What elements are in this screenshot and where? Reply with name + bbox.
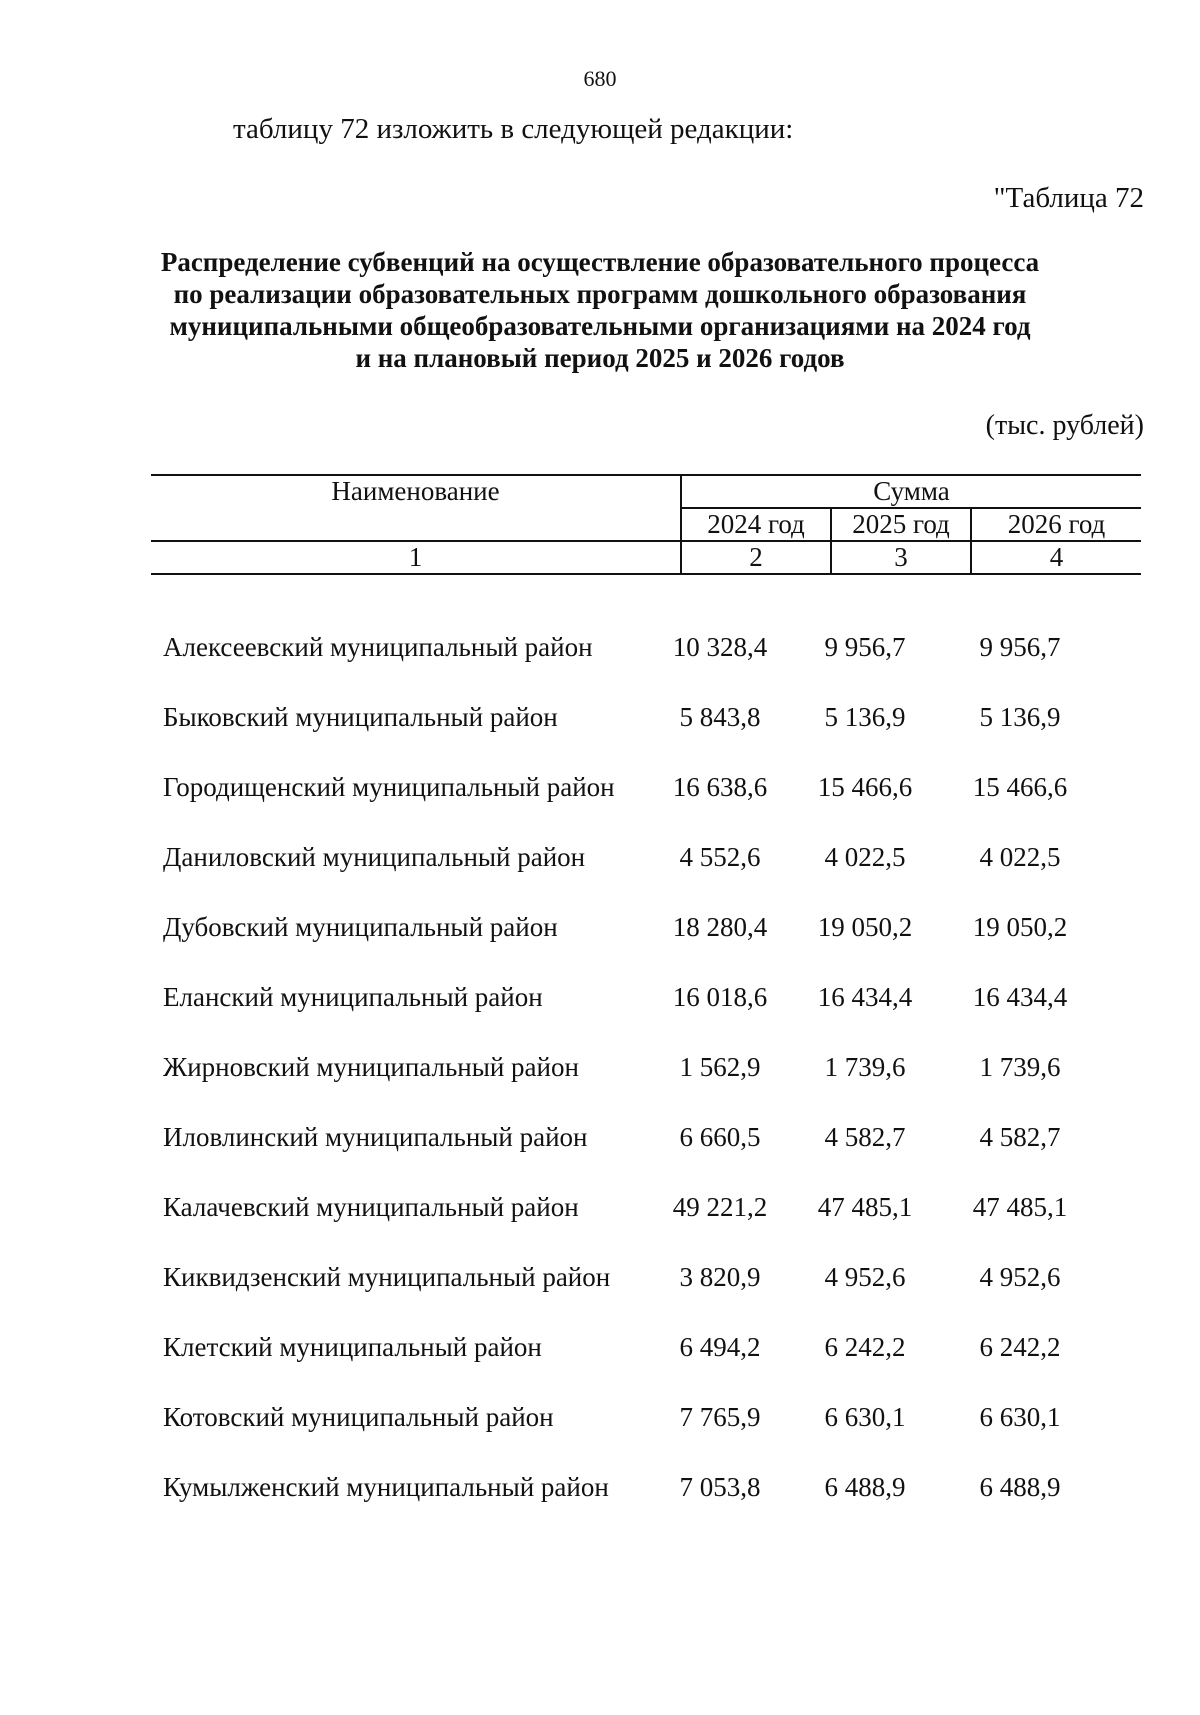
row-name: Котовский муниципальный район: [163, 1401, 554, 1432]
row-value-2025: 6 242,2: [824, 1331, 906, 1362]
row-name: Быковский муниципальный район: [163, 701, 558, 732]
row-value-2024: 49 221,2: [672, 1191, 768, 1222]
table-row: [151, 1032, 1141, 1102]
row-name: Даниловский муниципальный район: [163, 841, 586, 872]
table-header: [151, 474, 1141, 575]
table-body: [151, 612, 1141, 1522]
row-name: Иловлинский муниципальный район: [163, 1121, 588, 1152]
row-value-2025: 6 488,9: [824, 1471, 906, 1502]
row-value-2024: 18 280,4: [672, 911, 768, 942]
row-value-2026: 6 630,1: [979, 1401, 1061, 1432]
title-line: и на плановый период 2025 и 2026 годов: [355, 343, 845, 373]
row-value-2025: 15 466,6: [817, 771, 913, 802]
table-row: [151, 612, 1141, 682]
table-row: [151, 822, 1141, 892]
row-value-2024: 5 843,8: [679, 701, 761, 732]
row-value-2026: 4 952,6: [979, 1261, 1061, 1292]
header-name: Наименование: [151, 475, 681, 541]
row-value-2026: 1 739,6: [979, 1051, 1061, 1082]
row-value-2025: 5 136,9: [824, 701, 906, 732]
table-row: [151, 1102, 1141, 1172]
row-value-2026: 15 466,6: [972, 771, 1068, 802]
table-row: [151, 962, 1141, 1032]
page-number: 680: [583, 66, 617, 91]
table-title: [100, 246, 1100, 374]
title-line: муниципальными общеобразовательными организациями на 2024 год: [169, 311, 1031, 341]
row-value-2026: 4 022,5: [979, 841, 1061, 872]
units-label: (тыс. рублей): [985, 410, 1144, 441]
row-value-2025: 1 739,6: [824, 1051, 906, 1082]
col-number-2: 2: [681, 541, 831, 574]
table-row: [151, 1172, 1141, 1242]
row-value-2026: 6 488,9: [979, 1471, 1061, 1502]
row-name: Клетский муниципальный район: [163, 1331, 542, 1362]
table-row: [151, 1382, 1141, 1452]
row-name: Алексеевский муниципальный район: [163, 631, 593, 662]
row-value-2024: 10 328,4: [672, 631, 768, 662]
header-year-2025: 2025 год: [831, 508, 971, 541]
row-value-2024: 6 494,2: [679, 1331, 761, 1362]
table-row: [151, 1452, 1141, 1522]
header-year-2026: 2026 год: [971, 508, 1141, 541]
col-number-1: 1: [151, 541, 681, 574]
table-row: [151, 752, 1141, 822]
intro-text: таблицу 72 изложить в следующей редакции:: [233, 113, 794, 145]
header-sum: Сумма: [681, 475, 1141, 508]
table-row: [151, 1242, 1141, 1312]
row-value-2026: 9 956,7: [979, 631, 1061, 662]
title-line: по реализации образовательных программ дошкольного образования: [173, 279, 1027, 309]
table-row: [151, 682, 1141, 752]
row-name: Жирновский муниципальный район: [163, 1051, 579, 1082]
row-value-2026: 19 050,2: [972, 911, 1068, 942]
col-number-3: 3: [831, 541, 971, 574]
row-name: Киквидзенский муниципальный район: [163, 1261, 611, 1292]
row-value-2024: 4 552,6: [679, 841, 761, 872]
row-name: Калачевский муниципальный район: [163, 1191, 579, 1222]
row-value-2024: 3 820,9: [679, 1261, 761, 1292]
row-value-2026: 4 582,7: [979, 1121, 1061, 1152]
row-value-2025: 47 485,1: [817, 1191, 913, 1222]
row-value-2025: 4 022,5: [824, 841, 906, 872]
row-value-2025: 16 434,4: [817, 981, 913, 1012]
row-value-2024: 7 053,8: [679, 1471, 761, 1502]
row-value-2025: 9 956,7: [824, 631, 906, 662]
col-number-4: 4: [971, 541, 1141, 574]
row-value-2025: 4 582,7: [824, 1121, 906, 1152]
row-name: Городищенский муниципальный район: [163, 771, 615, 802]
table-row: [151, 892, 1141, 962]
row-value-2024: 16 018,6: [672, 981, 768, 1012]
row-value-2025: 4 952,6: [824, 1261, 906, 1292]
row-value-2025: 6 630,1: [824, 1401, 906, 1432]
row-value-2026: 47 485,1: [972, 1191, 1068, 1222]
title-line: Распределение субвенций на осуществление образовательного процесса: [160, 247, 1040, 277]
header-year-2024: 2024 год: [681, 508, 831, 541]
table-row: [151, 1312, 1141, 1382]
row-value-2024: 16 638,6: [672, 771, 768, 802]
row-value-2026: 5 136,9: [979, 701, 1061, 732]
row-value-2024: 6 660,5: [679, 1121, 761, 1152]
row-value-2025: 19 050,2: [817, 911, 913, 942]
row-value-2026: 6 242,2: [979, 1331, 1061, 1362]
row-name: Кумылженский муниципальный район: [163, 1471, 609, 1502]
row-value-2026: 16 434,4: [972, 981, 1068, 1012]
row-name: Еланский муниципальный район: [163, 981, 543, 1012]
row-value-2024: 1 562,9: [679, 1051, 761, 1082]
row-name: Дубовский муниципальный район: [163, 911, 558, 942]
table-label: "Таблица 72: [993, 182, 1144, 214]
row-value-2024: 7 765,9: [679, 1401, 761, 1432]
